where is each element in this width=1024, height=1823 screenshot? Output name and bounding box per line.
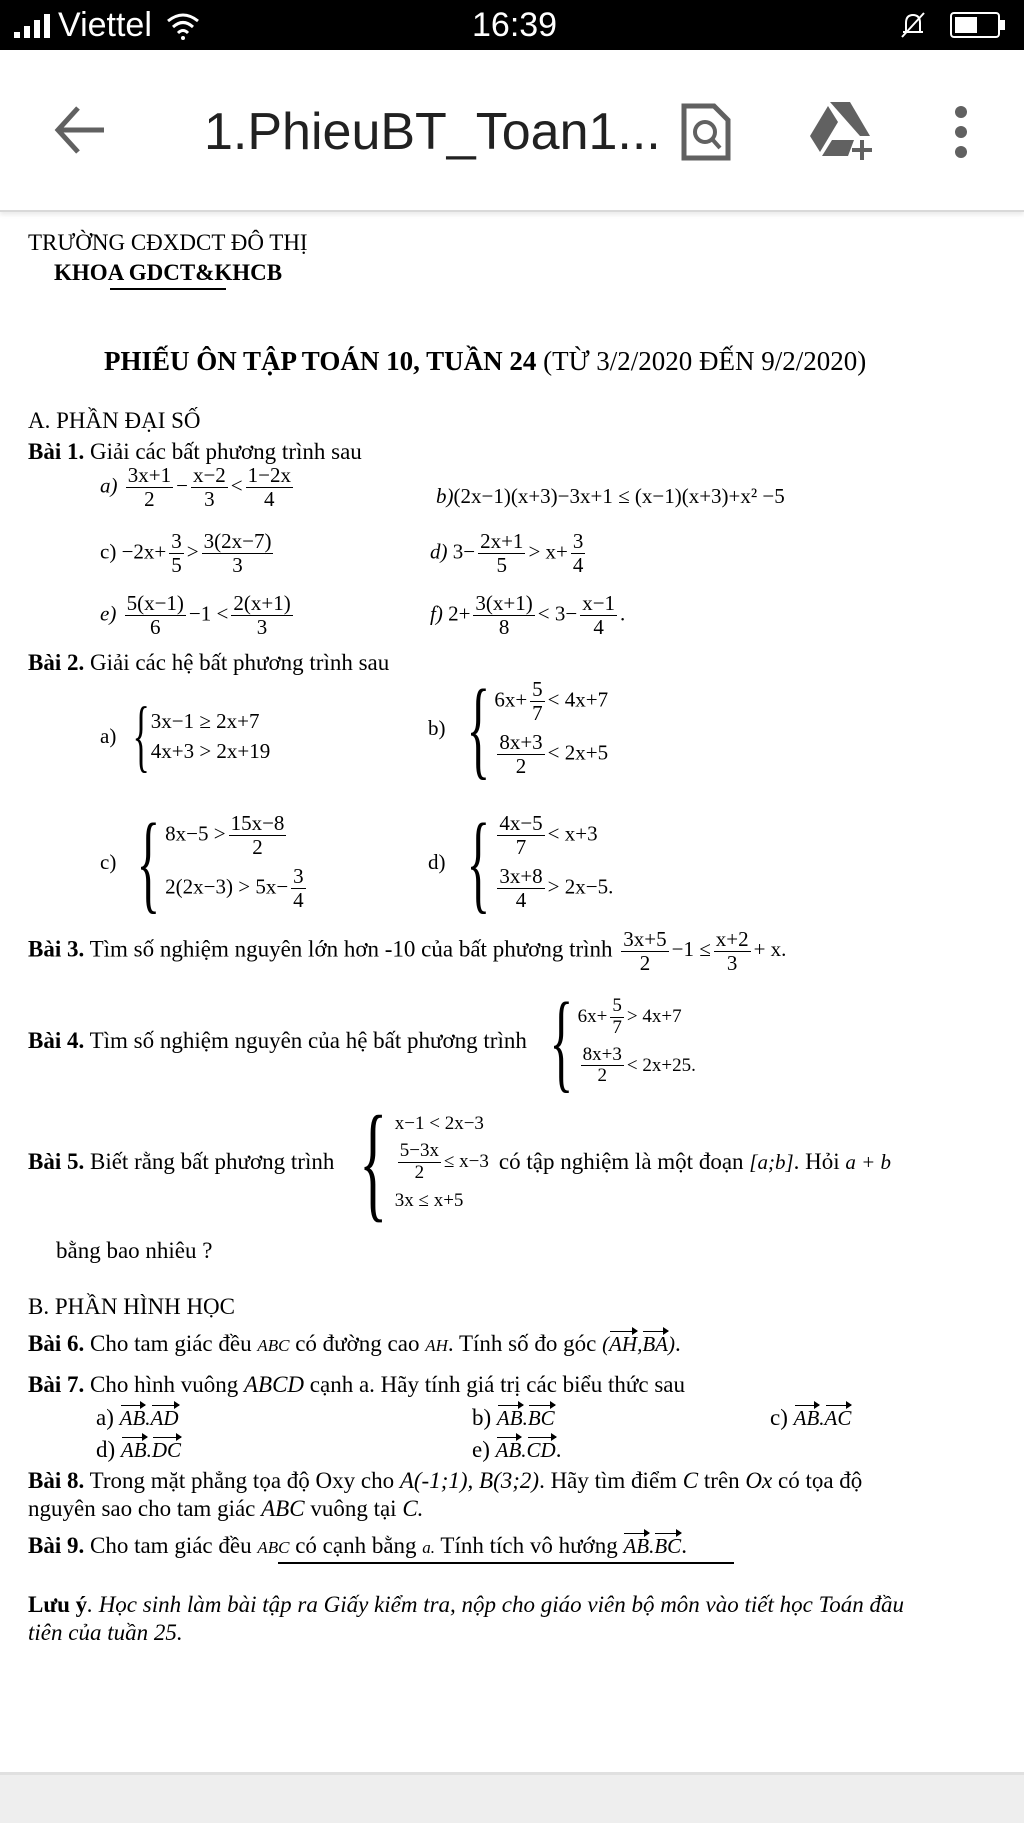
carrier-name: Viettel xyxy=(58,6,152,44)
bai5: Bài 5. Biết rằng bất phương trình { x−1 < 2x−3 $\frac{5-3x}{2}$ ≤ x−3 3x ≤ x+5 có tập nghiệm là một đoạn [a;b]. Hỏi a + b xyxy=(28,1090,892,1234)
note: Lưu ý. Học sinh làm bài tập ra Giấy kiểm tra, nộp cho giáo viên bộ môn vào tiết học Toán đầu xyxy=(28,1592,905,1617)
bai7-e: e) AB.CD. xyxy=(472,1437,562,1462)
bai1-b: b)(2x−1)(x+3)−3x+1 ≤ (x−1)(x+3)+x² −5 xyxy=(436,484,785,508)
document-page xyxy=(0,212,1024,1772)
bai9-underline xyxy=(278,1562,734,1564)
bai7-b: b) AB.BC xyxy=(472,1405,555,1430)
bai2-d: d) { $\frac{4x-5}{7}$ < x+3 $\frac{3x+8}{4}$ > 2x−5. xyxy=(428,800,614,923)
back-arrow-icon[interactable] xyxy=(50,100,110,160)
bai7-a: a) AB.AD xyxy=(96,1405,179,1430)
bai5-continued: bằng bao nhiêu ? xyxy=(56,1238,213,1263)
clock: 16:39 xyxy=(472,6,558,44)
note-continued: tiên của tuần 25. xyxy=(28,1620,183,1645)
bai1-f: f) 2+ $\frac{3(x+1)}{8}$ < 3− $\frac{x-1}{4}$ . xyxy=(430,591,626,640)
battery-icon xyxy=(950,12,1006,38)
bai2-c: c) { 8x−5 > $\frac{15x-8}{2}$ 2(2x−3) > 5x− $\frac{3}{4}$ xyxy=(100,800,304,923)
faculty-name: KHOA GDCT&KHCB xyxy=(54,260,283,285)
bottom-gutter xyxy=(0,1772,1024,1823)
search-in-document-icon[interactable] xyxy=(680,102,732,162)
bai1-heading: Bài 1. Giải các bất phương trình sau xyxy=(28,439,362,464)
section-b-heading: B. PHẦN HÌNH HỌC xyxy=(28,1294,236,1319)
add-to-drive-icon[interactable] xyxy=(808,100,874,160)
bai2-heading: Bài 2. Giải các hệ bất phương trình sau xyxy=(28,650,390,675)
bai4: Bài 4. Tìm số nghiệm nguyên của hệ bất phương trình { 6x+ $\frac{5}{7}$ > 4x+7 $\frac{8x+3}{2}$ < 2x+25. xyxy=(28,980,696,1102)
app-toolbar xyxy=(0,50,1024,212)
bai1-e: e) $\frac{5(x-1)}{6}$ −1 < $\frac{2(x+1)}{3}$ xyxy=(100,591,291,640)
bai3: Bài 3. Tìm số nghiệm nguyên lớn hơn -10 của bất phương trình $\frac{3x+5}{2}$ −1 ≤ $\frac{x+2}{3}$ + x. xyxy=(28,927,787,976)
bai8-continued: nguyên sao cho tam giác ABC vuông tại C. xyxy=(28,1496,424,1521)
school-name: TRƯỜNG CĐXDCT ĐÔ THỊ xyxy=(28,230,308,255)
bai8: Bài 8. Trong mặt phẳng tọa độ Oxy cho A(-1;1), B(3;2). Hãy tìm điểm C trên Ox có tọa độ xyxy=(28,1468,863,1493)
bai2-a: a) { 3x−1 ≥ 2x+7 4x+3 > 2x+19 xyxy=(100,692,271,780)
bell-off-icon xyxy=(898,10,928,40)
more-options-icon[interactable] xyxy=(952,102,970,162)
bai1-d: d) 3− $\frac{2x+1}{5}$ > x+ $\frac{3}{4}$ xyxy=(430,529,584,578)
document-title: 1.PhieuBT_Toan1... xyxy=(204,103,661,161)
sheet-title: PHIẾU ÔN TẬP TOÁN 10, TUẦN 24 (TỪ 3/2/2020 ĐẾN 9/2/2020) xyxy=(104,346,867,376)
faculty-underline xyxy=(110,288,226,290)
signal-icon xyxy=(14,14,54,38)
bai1-a: a) $\frac{3x+1}{2}$ − $\frac{x-2}{3}$ < $\frac{1-2x}{4}$ xyxy=(100,463,291,512)
status-bar xyxy=(0,0,1024,50)
bai2-b: b) { 6x+ $\frac{5}{7}$ < 4x+7 $\frac{8x+3}{2}$ < 2x+5 xyxy=(428,666,609,789)
wifi-icon xyxy=(166,12,200,40)
bai7-heading: Bài 7. Cho hình vuông ABCD cạnh a. Hãy tính giá trị các biểu thức sau xyxy=(28,1372,685,1397)
bai7-c: c) AB.AC xyxy=(770,1405,852,1430)
bai6: Bài 6. Cho tam giác đều ABC có đường cao AH. Tính số đo góc (AH,BA). xyxy=(28,1331,681,1356)
bai1-c: c) −2x+ $\frac{3}{5}$ > $\frac{3(2x-7)}{3}$ xyxy=(100,529,272,578)
bai7-d: d) AB.DC xyxy=(96,1437,182,1462)
bai9: Bài 9. Cho tam giác đều ABC có cạnh bằng a. Tính tích vô hướng AB.BC. xyxy=(28,1533,687,1558)
section-a-heading: A. PHẦN ĐẠI SỐ xyxy=(28,408,201,433)
